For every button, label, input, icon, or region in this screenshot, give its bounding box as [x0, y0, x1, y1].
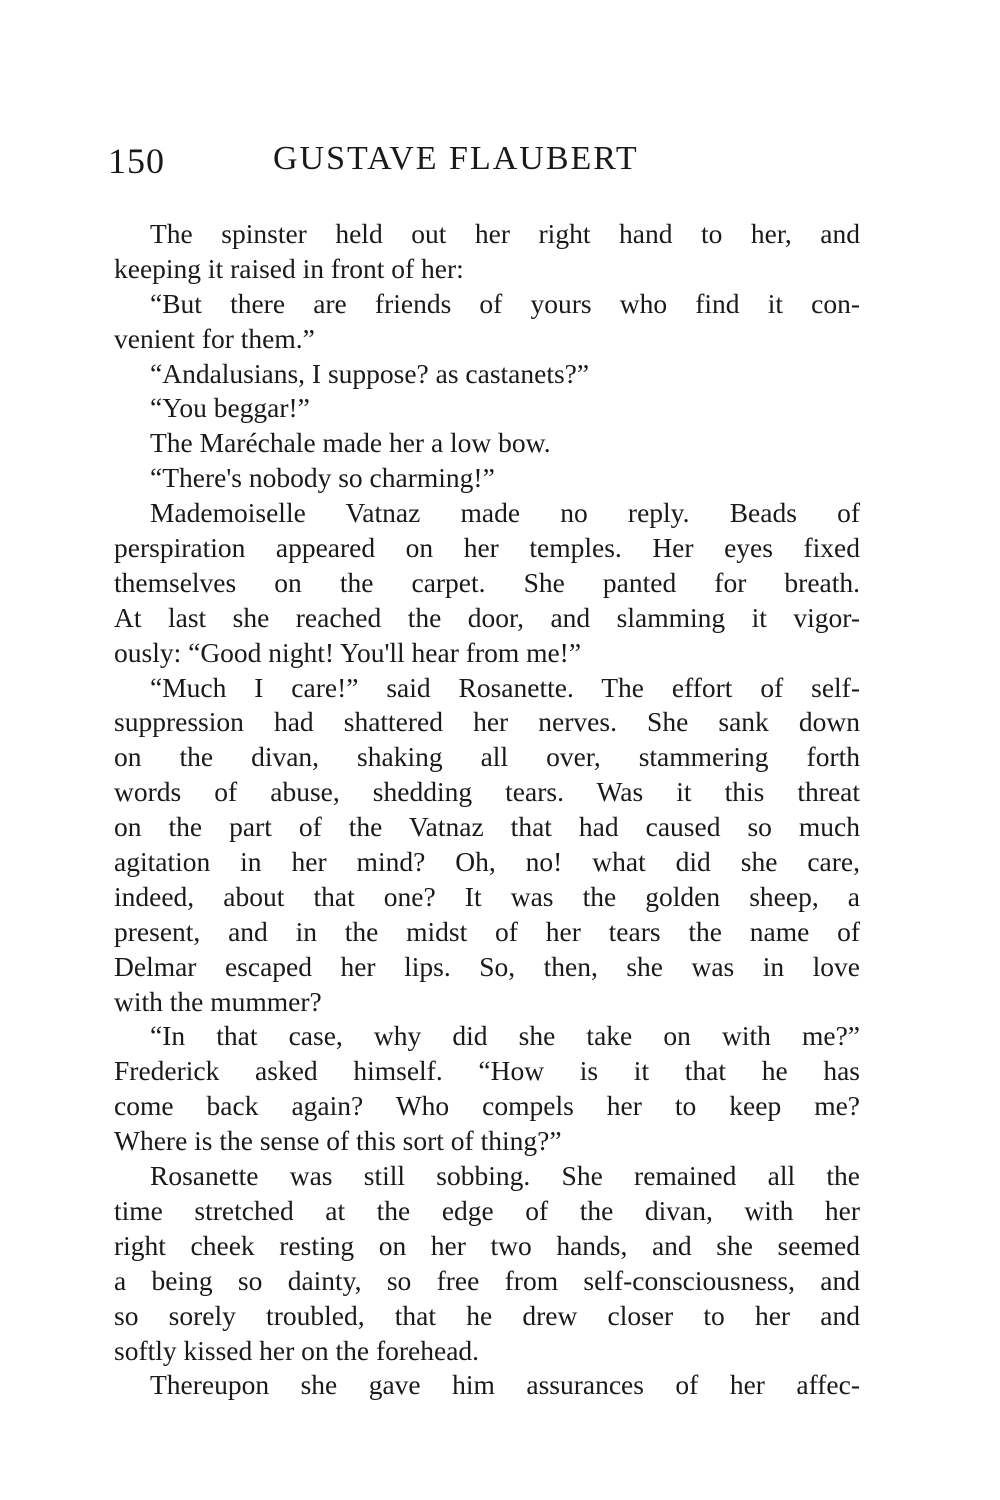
text-line: on the divan, shaking all over, stammering forth	[114, 741, 860, 773]
text-line: At last she reached the door, and slamming it vigor-	[114, 601, 860, 633]
text-line: Where is the sense of this sort of thing?”	[114, 1125, 562, 1157]
text-line: venient for them.”	[114, 322, 315, 354]
text-line: “You beggar!”	[150, 392, 310, 424]
text-line: agitation in her mind? Oh, no! what did she care,	[114, 846, 860, 878]
text-line: Thereupon she gave him assurances of her affec-	[150, 1369, 860, 1401]
text-line: come back again? Who compels her to keep me?	[114, 1090, 860, 1122]
text-line: “Much I care!” said Rosanette. The effort of self-	[150, 671, 860, 703]
text-line: “There's nobody so charming!”	[150, 462, 495, 494]
text-line: words of abuse, shedding tears. Was it this threat	[114, 776, 860, 808]
text-line: softly kissed her on the forehead.	[114, 1334, 480, 1366]
text-line: suppression had shattered her nerves. She sank down	[114, 706, 860, 738]
running-head: GUSTAVE FLAUBERT	[273, 140, 639, 177]
text-line: “But there are friends of yours who find it con-	[150, 287, 860, 319]
text-line: a being so dainty, so free from self-consciousness, and	[114, 1264, 860, 1296]
text-line: The spinster held out her right hand to her, and	[150, 218, 860, 249]
text-line: Mademoiselle Vatnaz made no reply. Beads of	[150, 497, 860, 529]
page-number: 150	[108, 141, 165, 181]
text-line: so sorely troubled, that he drew closer to her and	[114, 1299, 860, 1331]
text-line: indeed, about that one? It was the golden sheep, a	[114, 880, 860, 912]
text-line: perspiration appeared on her temples. Her eyes fixed	[114, 532, 860, 564]
text-line: on the part of the Vatnaz that had caused so much	[114, 811, 860, 843]
text-line: time stretched at the edge of the divan, with her	[114, 1194, 860, 1226]
text-line: ously: “Good night! You'll hear from me!”	[114, 636, 582, 668]
text-line: with the mummer?	[114, 985, 322, 1017]
text-line: “Andalusians, I suppose? as castanets?”	[150, 357, 590, 389]
text-line: “In that case, why did she take on with me?”	[150, 1020, 860, 1052]
body-text	[114, 217, 860, 1403]
text-line: Rosanette was still sobbing. She remained all the	[150, 1160, 860, 1192]
text-line: present, and in the midst of her tears the name of	[114, 915, 860, 947]
page-header	[108, 140, 868, 190]
text-line: right cheek resting on her two hands, and she seemed	[114, 1229, 860, 1261]
text-line: The Maréchale made her a low bow.	[150, 427, 551, 459]
text-line: Frederick asked himself. “How is it that he has	[114, 1055, 860, 1087]
text-line: themselves on the carpet. She panted for breath.	[114, 566, 860, 598]
text-line: keeping it raised in front of her:	[114, 252, 464, 284]
text-line: Delmar escaped her lips. So, then, she was in love	[114, 950, 860, 982]
